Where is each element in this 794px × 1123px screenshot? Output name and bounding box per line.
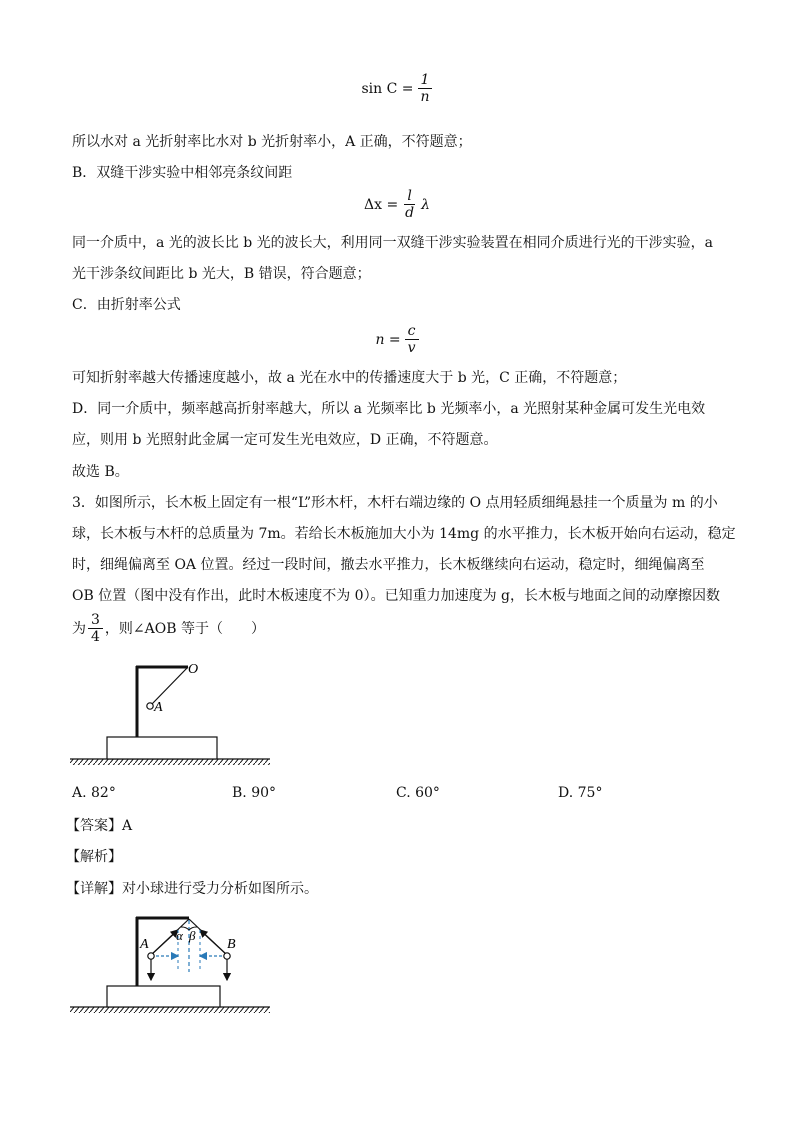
- ball-a: [148, 953, 154, 959]
- label-o: O: [188, 662, 199, 677]
- option-a: A. 82°: [72, 785, 116, 801]
- label-alpha: α: [176, 928, 183, 943]
- paragraph: 故选 B。: [72, 464, 129, 480]
- fraction: $\frac{c}{v}$: [405, 323, 419, 356]
- ground-hatch: [70, 1007, 270, 1013]
- question-text: 3．如图所示，长木板上固定有一根“L”形木杆，木杆右端边缘的 O 点用轻质细绳悬挂一个质量为 m 的小: [72, 495, 718, 511]
- figure-force-analysis: [70, 910, 280, 1020]
- string-oa: [152, 667, 188, 704]
- detail-text: 【详解】对小球进行受力分析如图所示。: [66, 881, 318, 897]
- ground-hatch: [70, 759, 270, 765]
- ball: [147, 703, 153, 709]
- paragraph: C．由折射率公式: [72, 297, 181, 313]
- question-text: 时，细绳偏离至 OA 位置。经过一段时间，撤去水平推力，长木板继续向右运动，稳定时，细绳偏离至: [72, 557, 705, 573]
- paragraph: 应，则用 b 光照射此金属一定可发生光电效应，D 正确，不符题意。: [72, 432, 498, 448]
- fraction: $\frac{l}{d}$: [405, 188, 415, 221]
- tension-arrow-b: [200, 930, 227, 955]
- formula-snell: [0, 72, 794, 105]
- label-a: A: [140, 937, 149, 952]
- formula-lhs: n =: [375, 331, 401, 348]
- paragraph: 同一介质中，a 光的波长比 b 光的波长大，利用同一双缝干涉实验装置在相同介质进行光的干涉实验，a: [72, 235, 714, 251]
- paragraph: D．同一介质中，频率越高折射率越大，所以 a 光频率比 b 光频率小，a 光照射某种金属可发生光电效: [72, 401, 706, 417]
- formula-tail: λ: [421, 196, 431, 213]
- label-a: A: [154, 700, 163, 715]
- question-text-last: 为 $\frac{3}{4}$ ，则∠AOB 等于（ ）: [72, 612, 265, 645]
- option-d: D. 75°: [558, 785, 603, 801]
- question-text: OB 位置（图中没有作出，此时木板速度不为 0）。已知重力加速度为 g，长木板与地面之间的动摩擦因数: [72, 588, 720, 604]
- analysis-tag: 【解析】: [66, 849, 122, 865]
- fraction: $\frac{1}{n}$: [418, 72, 433, 105]
- formula-lhs: Δx =: [363, 196, 399, 213]
- paragraph: 可知折射率越大传播速度越小，故 a 光在水中的传播速度大于 b 光，C 正确，不符题意；: [72, 370, 627, 386]
- ball-b: [224, 953, 230, 959]
- paragraph: B．双缝干涉实验中相邻亮条纹间距: [72, 165, 293, 181]
- label-b: B: [227, 937, 236, 952]
- option-c: C. 60°: [396, 785, 440, 801]
- answer-tag: 【答案】A: [66, 818, 133, 834]
- formula-refractive-index: [0, 323, 794, 356]
- question-text: 球，长木板与木杆的总质量为 7m。若给长木板施加大小为 14mg 的水平推力，长木板开始向右运动，稳定: [72, 526, 736, 542]
- long-board: [107, 986, 220, 1007]
- formula-fringe-spacing: [0, 188, 794, 221]
- tension-arrow-a: [151, 930, 178, 955]
- formula-lhs: sin C =: [361, 80, 414, 97]
- option-b: B. 90°: [232, 785, 277, 801]
- long-board: [107, 737, 217, 759]
- fraction: $\frac{3}{4}$: [88, 612, 103, 645]
- paragraph: 所以水对 a 光折射率比水对 b 光折射率小，A 正确，不符题意；: [72, 134, 472, 150]
- paragraph: 光干涉条纹间距比 b 光大，B 错误，符合题意；: [72, 266, 371, 282]
- figure-board-rod: [70, 655, 280, 770]
- label-beta: β: [189, 928, 196, 943]
